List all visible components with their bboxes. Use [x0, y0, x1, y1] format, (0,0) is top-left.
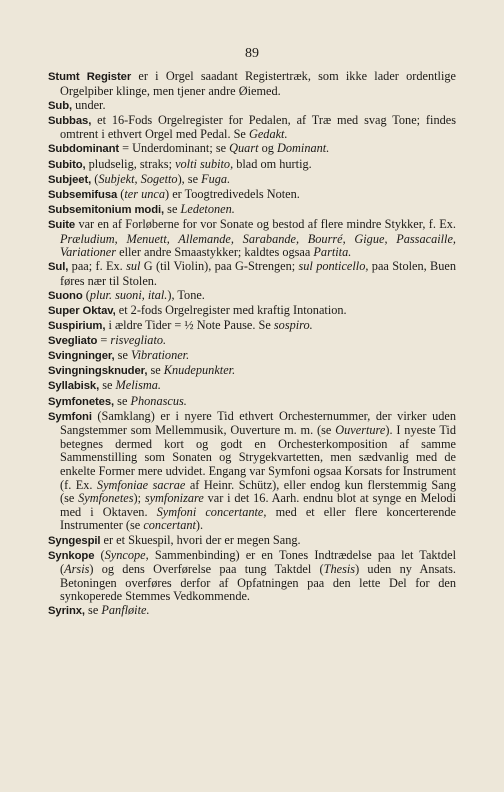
dictionary-entry — [48, 99, 456, 114]
entry-text: ). — [195, 518, 204, 533]
entry-text: paa; f. Ex. — [68, 259, 127, 274]
entry-italic-text: Syncope, — [104, 547, 149, 562]
entry-text: og — [258, 141, 277, 156]
entry-headword: Svingningsknuder, — [48, 365, 148, 378]
entry-italic-text: plur. suoni, ital. — [89, 287, 168, 302]
dictionary-entry — [48, 334, 456, 349]
entry-headword: Subsemitonium modi, — [48, 203, 165, 216]
entry-italic-text: Symfoniae sacrae — [96, 477, 186, 492]
entry-italic-text: Fuga. — [201, 171, 231, 186]
entry-italic-text: Melisma. — [115, 378, 161, 393]
dictionary-entry — [48, 218, 456, 260]
entry-italic-text: Phonascus. — [130, 393, 187, 408]
entry-italic-text: ter unca — [124, 186, 166, 201]
entry-headword: Subjeet, — [48, 173, 92, 186]
entry-headword: Sub, — [48, 99, 73, 112]
dictionary-entry — [48, 534, 456, 549]
entry-text: se — [84, 603, 102, 618]
entry-italic-text: Arsis — [64, 562, 90, 577]
entry-headword: Synkope — [48, 549, 95, 562]
entry-text: se — [114, 393, 131, 408]
entry-headword: Syllabisk, — [48, 380, 100, 393]
dictionary-entry — [48, 173, 456, 188]
entry-text: ), se — [177, 171, 202, 186]
dictionary-entry — [48, 410, 456, 533]
entry-headword: Subsemifusa — [48, 188, 118, 201]
entry-text: se — [99, 378, 116, 393]
entry-text: Sammenbinding) er en Tones Indtrædelse paa let Taktdel ( — [60, 547, 456, 577]
entry-italic-text: Præludium, Menuett, Allemande, Sarabande, Bourré, Gigue, Passacaille, Variationer — [60, 231, 456, 260]
entry-italic-text: Knudepunkter. — [163, 363, 236, 378]
entry-text: er i Orgel saadant Registertræk, som ikke lader ordentlige Orgelpiber klinge, men tjener andre Øiemed. — [60, 69, 456, 98]
entry-text: ) uden ny Ansats. Betoningen overføres derfor af Opfatningen paa den lette Del for den synkoperede Stemmes Vedkommende. — [60, 562, 456, 604]
dictionary-entry — [48, 114, 456, 142]
dictionary-entry — [48, 364, 456, 379]
entry-headword: Sul, — [48, 261, 69, 274]
entry-text: var i det 16. Aarh. endnu blot at synge en Melodi med i Oktaven. — [60, 491, 457, 519]
entry-text: af Heinr. Schütz), eller endog kun flerstemmig Sang (se — [60, 477, 456, 506]
entry-text: ), Tone. — [167, 287, 205, 302]
dictionary-entry — [48, 395, 456, 410]
entry-text: G (til Violin), paa G-Strengen; — [140, 259, 299, 274]
entry-italic-text: Ouverture — [335, 423, 386, 438]
entry-headword: Svingninger, — [48, 350, 115, 363]
entry-text: under. — [72, 97, 106, 112]
dictionary-entry — [48, 304, 456, 319]
entry-text: et 16-Fods Orgelregister for Pedalen, af Træ med svag Tone; findes omtrent i ethvert Orgel med Pedal. Se — [60, 112, 456, 142]
dictionary-entry — [48, 549, 456, 604]
entry-text: ). I nyeste Tid betegnes dermed kort og godt en Orchesterkomposition af samme Sammenstilling som Sonaten og Strygekvartetten, men sædvanlig med de enkelte Former mere udvidet. Engang var Symfoni ogsaa Korsats for Instrument (f. Ex. — [60, 423, 456, 492]
entry-headword: Suspirium, — [48, 320, 106, 333]
entry-text: eller andre Smaastykker; kaldtes ogsaa — [116, 245, 314, 260]
entry-headword: Suite — [48, 218, 76, 231]
entry-text: se — [114, 348, 131, 363]
entry-headword: Subdominant — [48, 143, 120, 156]
entry-headword: Subbas, — [48, 114, 92, 127]
entry-text: var en af Forløberne for vor Sonate og bestod af flere mindre Stykker, f. Ex. — [75, 216, 456, 231]
entry-italic-text: Panfløite. — [101, 603, 150, 618]
entry-italic-text: sul — [126, 259, 141, 274]
dictionary-entry — [48, 379, 456, 394]
entry-text: med et eller flere koncerterende Instrumenter (se — [60, 504, 457, 533]
entry-italic-text: symfonizare — [144, 491, 204, 506]
entry-text: blad om hurtig. — [233, 156, 312, 171]
entry-text: et 2-fods Orgelregister med kraftig Intonation. — [115, 303, 347, 317]
entry-text: = — [97, 333, 111, 348]
entry-italic-text: Subjekt, Sogetto — [98, 171, 178, 186]
entry-text: er et Skuespil, hvori der er megen Sang. — [100, 532, 301, 547]
entry-headword: Syngespil — [48, 534, 101, 547]
entry-italic-text: Ledetonen. — [180, 201, 235, 216]
entry-text: pludselig, straks; — [85, 156, 176, 171]
entry-text: se — [147, 363, 164, 378]
dictionary-entries — [48, 70, 456, 620]
entry-text: ( — [117, 186, 125, 201]
entry-headword: Symfonetes, — [48, 395, 115, 408]
entry-text: paa Stolen, Buen føres nær til Stolen. — [60, 259, 456, 288]
entry-italic-text: concertant — [143, 518, 196, 533]
entry-headword: Subito, — [48, 158, 86, 171]
entry-italic-text: risvegliato. — [110, 333, 167, 348]
entry-text: ) er Toogtredivedels Noten. — [165, 186, 300, 201]
entry-italic-text: Vibrationer. — [131, 348, 190, 363]
dictionary-entry — [48, 188, 456, 203]
dictionary-entry — [48, 349, 456, 364]
dictionary-entry — [48, 289, 456, 304]
entry-text: (Samklang) er i nyere Tid ethvert Orchesternummer, der virker uden Sangstemmer som Mellemmusik, Ouverture m. m. (se — [60, 408, 456, 438]
entry-italic-text: Gedakt. — [248, 127, 288, 142]
dictionary-entry — [48, 203, 456, 218]
entry-text: se — [164, 201, 181, 216]
entry-italic-text: sul ponticello, — [298, 259, 369, 274]
dictionary-entry — [48, 319, 456, 334]
dictionary-entry — [48, 70, 456, 98]
entry-italic-text: Symfonetes — [78, 491, 134, 506]
dictionary-entry — [48, 604, 456, 619]
entry-headword: Symfoni — [48, 410, 92, 423]
dictionary-entry — [48, 260, 456, 288]
entry-italic-text: Quart — [229, 141, 259, 156]
entry-headword: Suono — [48, 289, 83, 302]
entry-text: ( — [82, 287, 90, 302]
entry-text: ); — [133, 491, 145, 506]
dictionary-entry — [48, 158, 456, 173]
entry-headword: Svegliato — [48, 335, 98, 348]
entry-italic-text: sospiro. — [273, 318, 313, 333]
entry-headword: Super Oktav, — [48, 305, 116, 317]
entry-text: ( — [94, 547, 105, 562]
entry-headword: Stumt Register — [48, 71, 132, 83]
entry-italic-text: Dominant. — [277, 141, 330, 156]
entry-text: ( — [91, 171, 99, 186]
entry-italic-text: volti subito, — [175, 156, 234, 171]
entry-text: i ældre Tider = ½ Note Pause. Se — [105, 318, 274, 333]
page-number: 89 — [245, 46, 259, 61]
entry-italic-text: Partita. — [313, 245, 352, 260]
entry-text: ) og dens Overførelse paa tung Taktdel ( — [89, 562, 324, 577]
entry-headword: Syrinx, — [48, 605, 85, 618]
entry-italic-text: Thesis — [323, 562, 356, 577]
entry-text: = Underdominant; se — [119, 141, 230, 156]
dictionary-entry — [48, 142, 456, 157]
entry-italic-text: Symfoni concertante, — [156, 504, 267, 519]
